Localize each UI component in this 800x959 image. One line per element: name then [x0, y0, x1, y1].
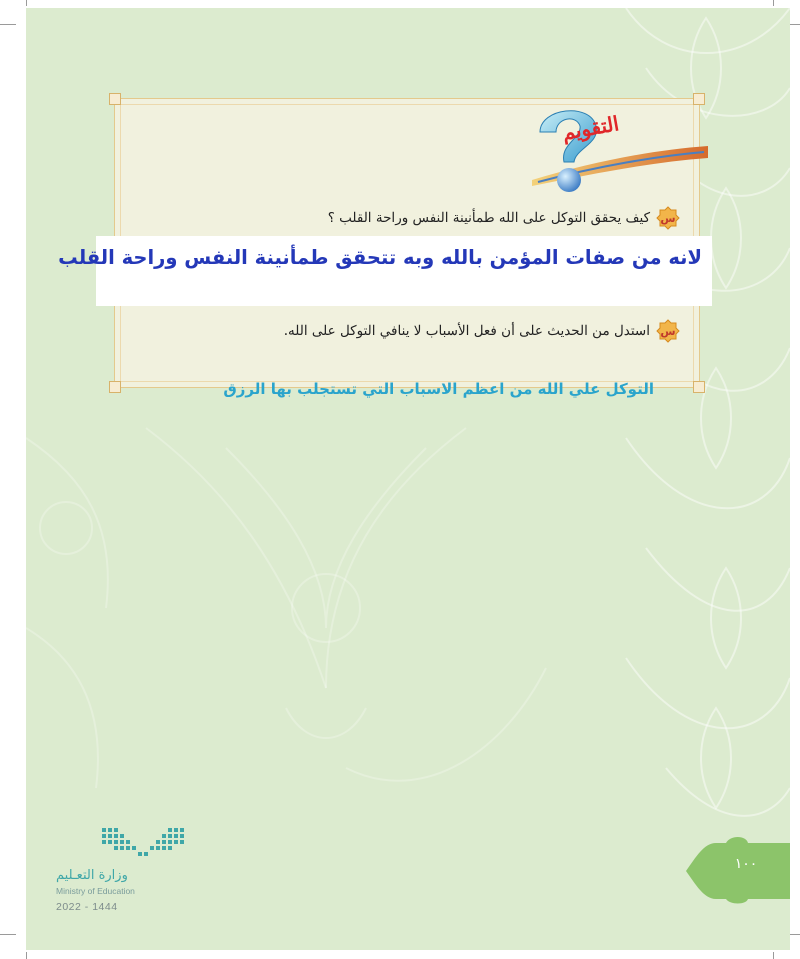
page-number: ١٠٠ — [734, 856, 758, 872]
book-page — [26, 8, 790, 950]
crop-mark — [773, 952, 774, 959]
crop-mark — [26, 952, 27, 959]
section-title: التقويم — [560, 111, 621, 145]
box-corner-ornament — [109, 93, 121, 105]
crop-mark — [0, 934, 16, 935]
question-2 — [284, 319, 680, 343]
ministry-logo-icon — [56, 826, 196, 866]
question-1-text: كيف يحقق التوكل على الله طمأنينة النفس وراحة القلب ؟ — [327, 210, 650, 226]
answer-1-box — [58, 236, 712, 306]
question-1 — [328, 206, 680, 230]
box-corner-ornament — [109, 381, 121, 393]
ministry-name-english: Ministry of Education — [56, 886, 135, 896]
ministry-name-arabic: وزارة التعـليم — [56, 868, 128, 883]
question-badge-letter: س — [660, 325, 676, 338]
question-badge-icon — [656, 206, 680, 230]
crop-mark — [773, 0, 774, 6]
question-badge-icon — [656, 319, 680, 343]
answer-2-text: التوكل علي الله من اعظم الاسباب التي تستجلب بها الرزق — [223, 380, 654, 398]
answer-1-text: لانه من صفات المؤمن بالله وبه تتحقق طمأنينة النفس وراحة القلب — [58, 246, 702, 269]
crop-mark — [0, 24, 16, 25]
crop-mark — [26, 0, 27, 6]
question-badge-letter: س — [660, 212, 676, 225]
edition-year: 2022 - 1444 — [56, 901, 118, 913]
question-2-text: استدل من الحديث على أن فعل الأسباب لا ينافي التوكل على الله. — [283, 323, 650, 339]
box-corner-ornament — [693, 381, 705, 393]
